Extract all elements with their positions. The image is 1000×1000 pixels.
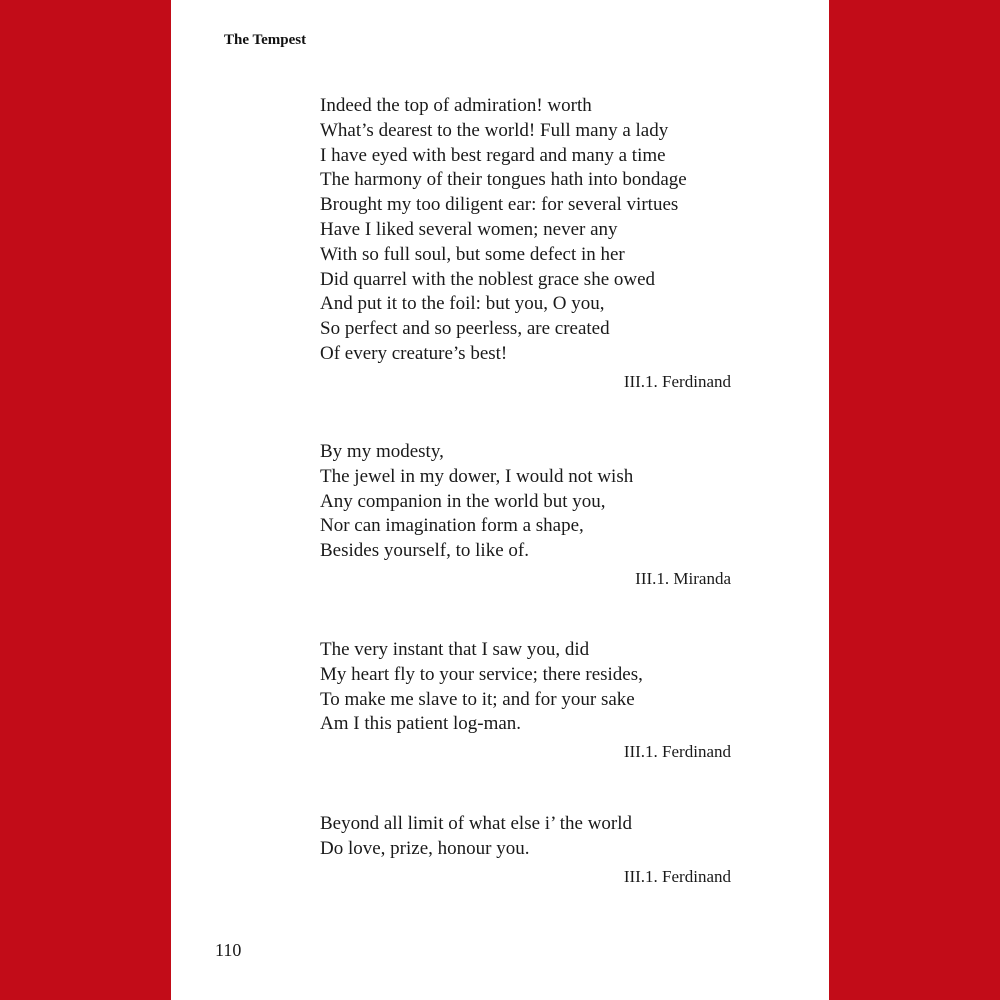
- book-page: [171, 0, 829, 1000]
- verse-line: I have eyed with best regard and many a time: [320, 144, 666, 166]
- verse-line: The very instant that I saw you, did: [320, 639, 590, 660]
- verse-line: Indeed the top of admiration! worth: [320, 95, 592, 116]
- passage-4: [320, 812, 731, 888]
- verse-line: So perfect and so peerless, are created: [320, 318, 610, 340]
- verse-line: With so full soul, but some defect in her: [320, 243, 625, 265]
- verse-line: Am I this patient log-man.: [320, 713, 522, 735]
- verse-line: Beyond all limit of what else i’ the world: [320, 813, 633, 834]
- page-number: 110: [215, 940, 242, 960]
- verse-line: What’s dearest to the world! Full many a lady: [320, 119, 669, 141]
- verse-line: The harmony of their tongues hath into bondage: [320, 169, 687, 191]
- verse-line: Have I liked several women; never any: [320, 218, 618, 240]
- attribution: III.1. Miranda: [635, 568, 731, 588]
- verse-line: Besides yourself, to like of.: [320, 540, 529, 562]
- verse-line: Do love, prize, honour you.: [320, 837, 530, 859]
- verse-line: Of every creature’s best!: [320, 342, 508, 364]
- verse-line: To make me slave to it; and for your sake: [320, 688, 635, 710]
- attribution: III.1. Ferdinand: [623, 866, 731, 886]
- verse-line: Did quarrel with the noblest grace she owed: [320, 268, 656, 290]
- verse-line: The jewel in my dower, I would not wish: [320, 465, 634, 487]
- attribution: III.1. Ferdinand: [623, 371, 731, 391]
- attribution: III.1. Ferdinand: [623, 742, 731, 762]
- passage-1: [320, 94, 731, 393]
- verse-line: And put it to the foil: but you, O you,: [320, 293, 605, 315]
- verse-line: Brought my too diligent ear: for several virtues: [320, 194, 679, 216]
- passage-2: [320, 440, 731, 590]
- verse-line: By my modesty,: [320, 441, 444, 462]
- passage-3: [320, 638, 731, 763]
- verse-line: Any companion in the world but you,: [320, 490, 606, 512]
- verse-line: Nor can imagination form a shape,: [320, 515, 584, 537]
- running-head: The Tempest: [224, 32, 307, 48]
- verse-line: My heart fly to your service; there resides,: [320, 663, 643, 685]
